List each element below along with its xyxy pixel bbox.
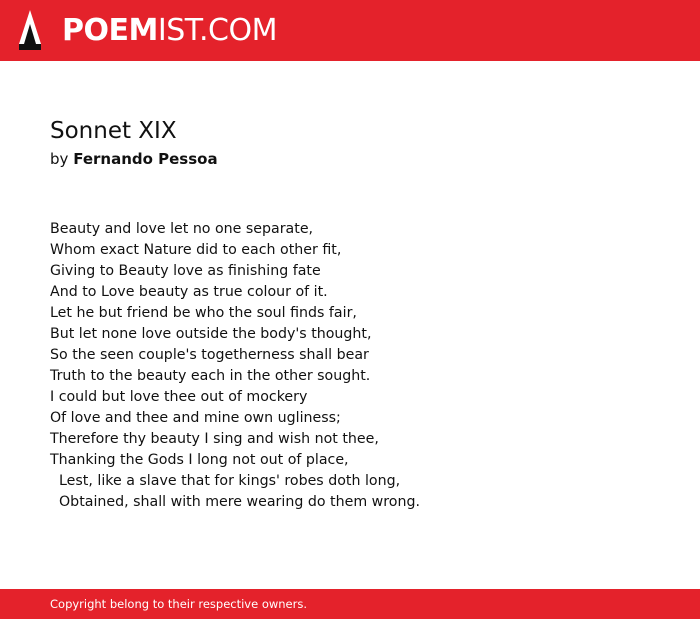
poem-line: Thanking the Gods I long not out of place, [50, 452, 349, 468]
pencil-tip-icon[interactable] [17, 8, 43, 52]
site-header [0, 0, 700, 61]
poem-line: Truth to the beauty each in the other sought. [50, 368, 371, 384]
brand-light: IST.COM [157, 13, 277, 48]
poem-line: Let he but friend be who the soul finds fair, [50, 305, 357, 321]
poem-line: So the seen couple's togetherness shall bear [50, 347, 369, 363]
author-name: Fernando Pessoa [73, 150, 218, 168]
poem-line: I could but love thee out of mockery [50, 389, 308, 405]
by-label: by [50, 150, 69, 168]
poem-line: Obtained, shall with mere wearing do them wrong. [50, 494, 420, 510]
poem-line: Lest, like a slave that for kings' robes doth long, [50, 473, 401, 489]
copyright-notice: Copyright belong to their respective owners. [50, 597, 308, 611]
byline [50, 149, 218, 169]
poem-body [50, 219, 420, 513]
poem-line: But let none love outside the body's thought, [50, 326, 372, 342]
site-logo-text[interactable] [62, 11, 277, 51]
brand-bold: POEM [62, 13, 158, 48]
poem-line: Giving to Beauty love as finishing fate [50, 263, 321, 279]
poem-line: Beauty and love let no one separate, [50, 221, 314, 237]
poem-line: Of love and thee and mine own ugliness; [50, 410, 341, 426]
poem-line: And to Love beauty as true colour of it. [50, 284, 328, 300]
poem-title: Sonnet XIX [50, 118, 177, 144]
site-footer [0, 589, 700, 619]
poem-line: Therefore thy beauty I sing and wish not thee, [50, 431, 379, 447]
poem-line: Whom exact Nature did to each other fit, [50, 242, 342, 258]
